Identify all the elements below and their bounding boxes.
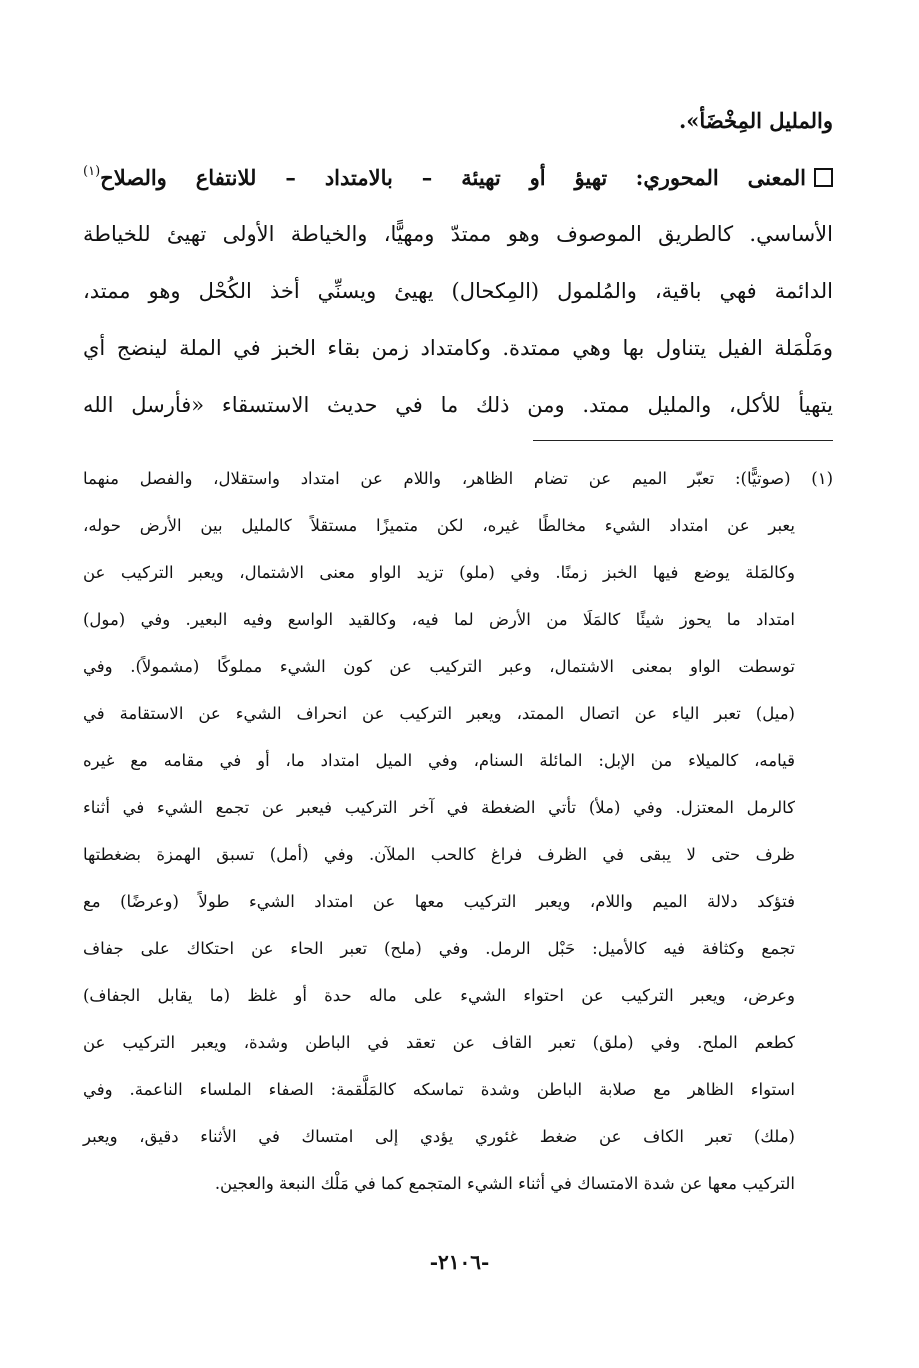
- footnote-line-10: فتؤكد دلالة الميم واللام، ويعبر التركيب معها عن امتداد الشيء طولاً (وعرضًا) مع: [83, 892, 795, 911]
- footnote-line-8: كالرمل المعتزل. وفي (ملأ) تأتي الضغطة في آخر التركيب فيعبر عن تجمع الشيء في أثناء: [83, 798, 795, 817]
- square-bullet-icon: [814, 168, 833, 187]
- section-heading: المعنى المحوري:: [635, 165, 806, 190]
- footnote-reference: (١): [83, 164, 101, 179]
- footnote-line-1: (١) (صوتيًّا): تعبّر الميم عن تضام الظاهر، واللام عن امتداد واستقلال، والفصل منهما: [83, 469, 833, 488]
- main-text-block: [83, 92, 833, 434]
- page-number: -٢١٠٦-: [429, 1250, 490, 1274]
- footnote-line-16: التركيب معها عن شدة الامتساك في أثناء الشيء المتجمع كما في مَلْك النبعة والعجين.: [214, 1174, 795, 1193]
- main-line-1: والمليل المِخْضَأ».: [679, 108, 833, 133]
- main-line-3: الأساسي. كالطريق الموصوف وهو ممتدّ ومهيًّا، والخياطة الأولى تهيئ للخياطة: [83, 222, 833, 246]
- main-line-2: [83, 149, 833, 206]
- main-line-4: الدائمة فهي باقية، والمُلمول (المِكحال) يهيئ ويسنِّي أخذ الكُحْل وهو ممتد،: [83, 279, 833, 303]
- footnote-line-15: (ملك) تعبر الكاف عن ضغط غئوري يؤدي إلى امتساك في الأثناء دقيق، ويعبر: [83, 1127, 795, 1146]
- footnote-line-6: (ميل) تعبر الياء عن اتصال الممتد، ويعبر التركيب عن انحراف الشيء عن الاستقامة في: [83, 704, 795, 723]
- footnotes-block: [83, 455, 833, 1207]
- footnote-line-2: يعبر عن امتداد الشيء مخالطًا غيره، لكن متميزًا مستقلاً كالمليل بين الأرض حوله،: [83, 516, 795, 535]
- footnote-line-11: تجمع وكثافة فيه كالأميل: حَبْل الرمل. وفي (ملح) تعبر الحاء عن احتكاك على جفاف: [83, 939, 795, 958]
- section-heading-text: تهيؤ أو تهيئة – بالامتداد – للانتفاع والصلاح: [100, 165, 608, 190]
- footnote-separator: [533, 440, 833, 441]
- footnote-line-13: كطعم الملح. وفي (ملق) تعبر القاف عن تعقد في الباطن وشدة، ويعبر التركيب عن: [83, 1033, 795, 1052]
- footnote-line-3: وكالمَلة يوضع فيها الخبز زمنًا. وفي (ملو) تزيد الواو معنى الاشتمال، ويعبر التركيب عن: [83, 563, 795, 582]
- main-line-6: يتهيأ للأكل، والمليل ممتد. ومن ذلك ما في حديث الاستسقاء «فأرسل الله: [83, 393, 833, 417]
- main-line-5: ومَلْمَلة الفيل يتناول بها وهي ممتدة. وكامتداد زمن بقاء الخبز في الملة لينضج أي: [83, 336, 833, 360]
- footnote-line-5: توسطت الواو بمعنى الاشتمال، وعبر التركيب عن كون الشيء مملوكًا (مشمولاً). وفي: [83, 657, 795, 676]
- footnote-line-4: امتداد ما يحوز شيئًا كالمَلَا من الأرض لما فيه، وكالقيد الواسع وفيه البعير. وفي (مول): [83, 610, 795, 629]
- footnote-line-7: قيامه، كالميلاء من الإبل: المائلة السنام، وفي الميل امتداد ما، أو في مقامه مع غيره: [83, 751, 795, 770]
- footnote-line-14: استواء الظاهر مع صلابة الباطن وشدة تماسكه كالمَلَّقمة: الصفاء الملساء الناعمة. وفي: [83, 1080, 795, 1099]
- footnote-line-12: وعرض، ويعبر التركيب عن احتواء الشيء على ماله حدة أو غلظ (ما يقابل الجفاف): [83, 986, 795, 1005]
- footnote-line-9: ظرف حتى لا يبقى في الظرف فراغ كالحب الملآن. وفي (أمل) تسبق الهمزة بضغطتها: [83, 845, 795, 864]
